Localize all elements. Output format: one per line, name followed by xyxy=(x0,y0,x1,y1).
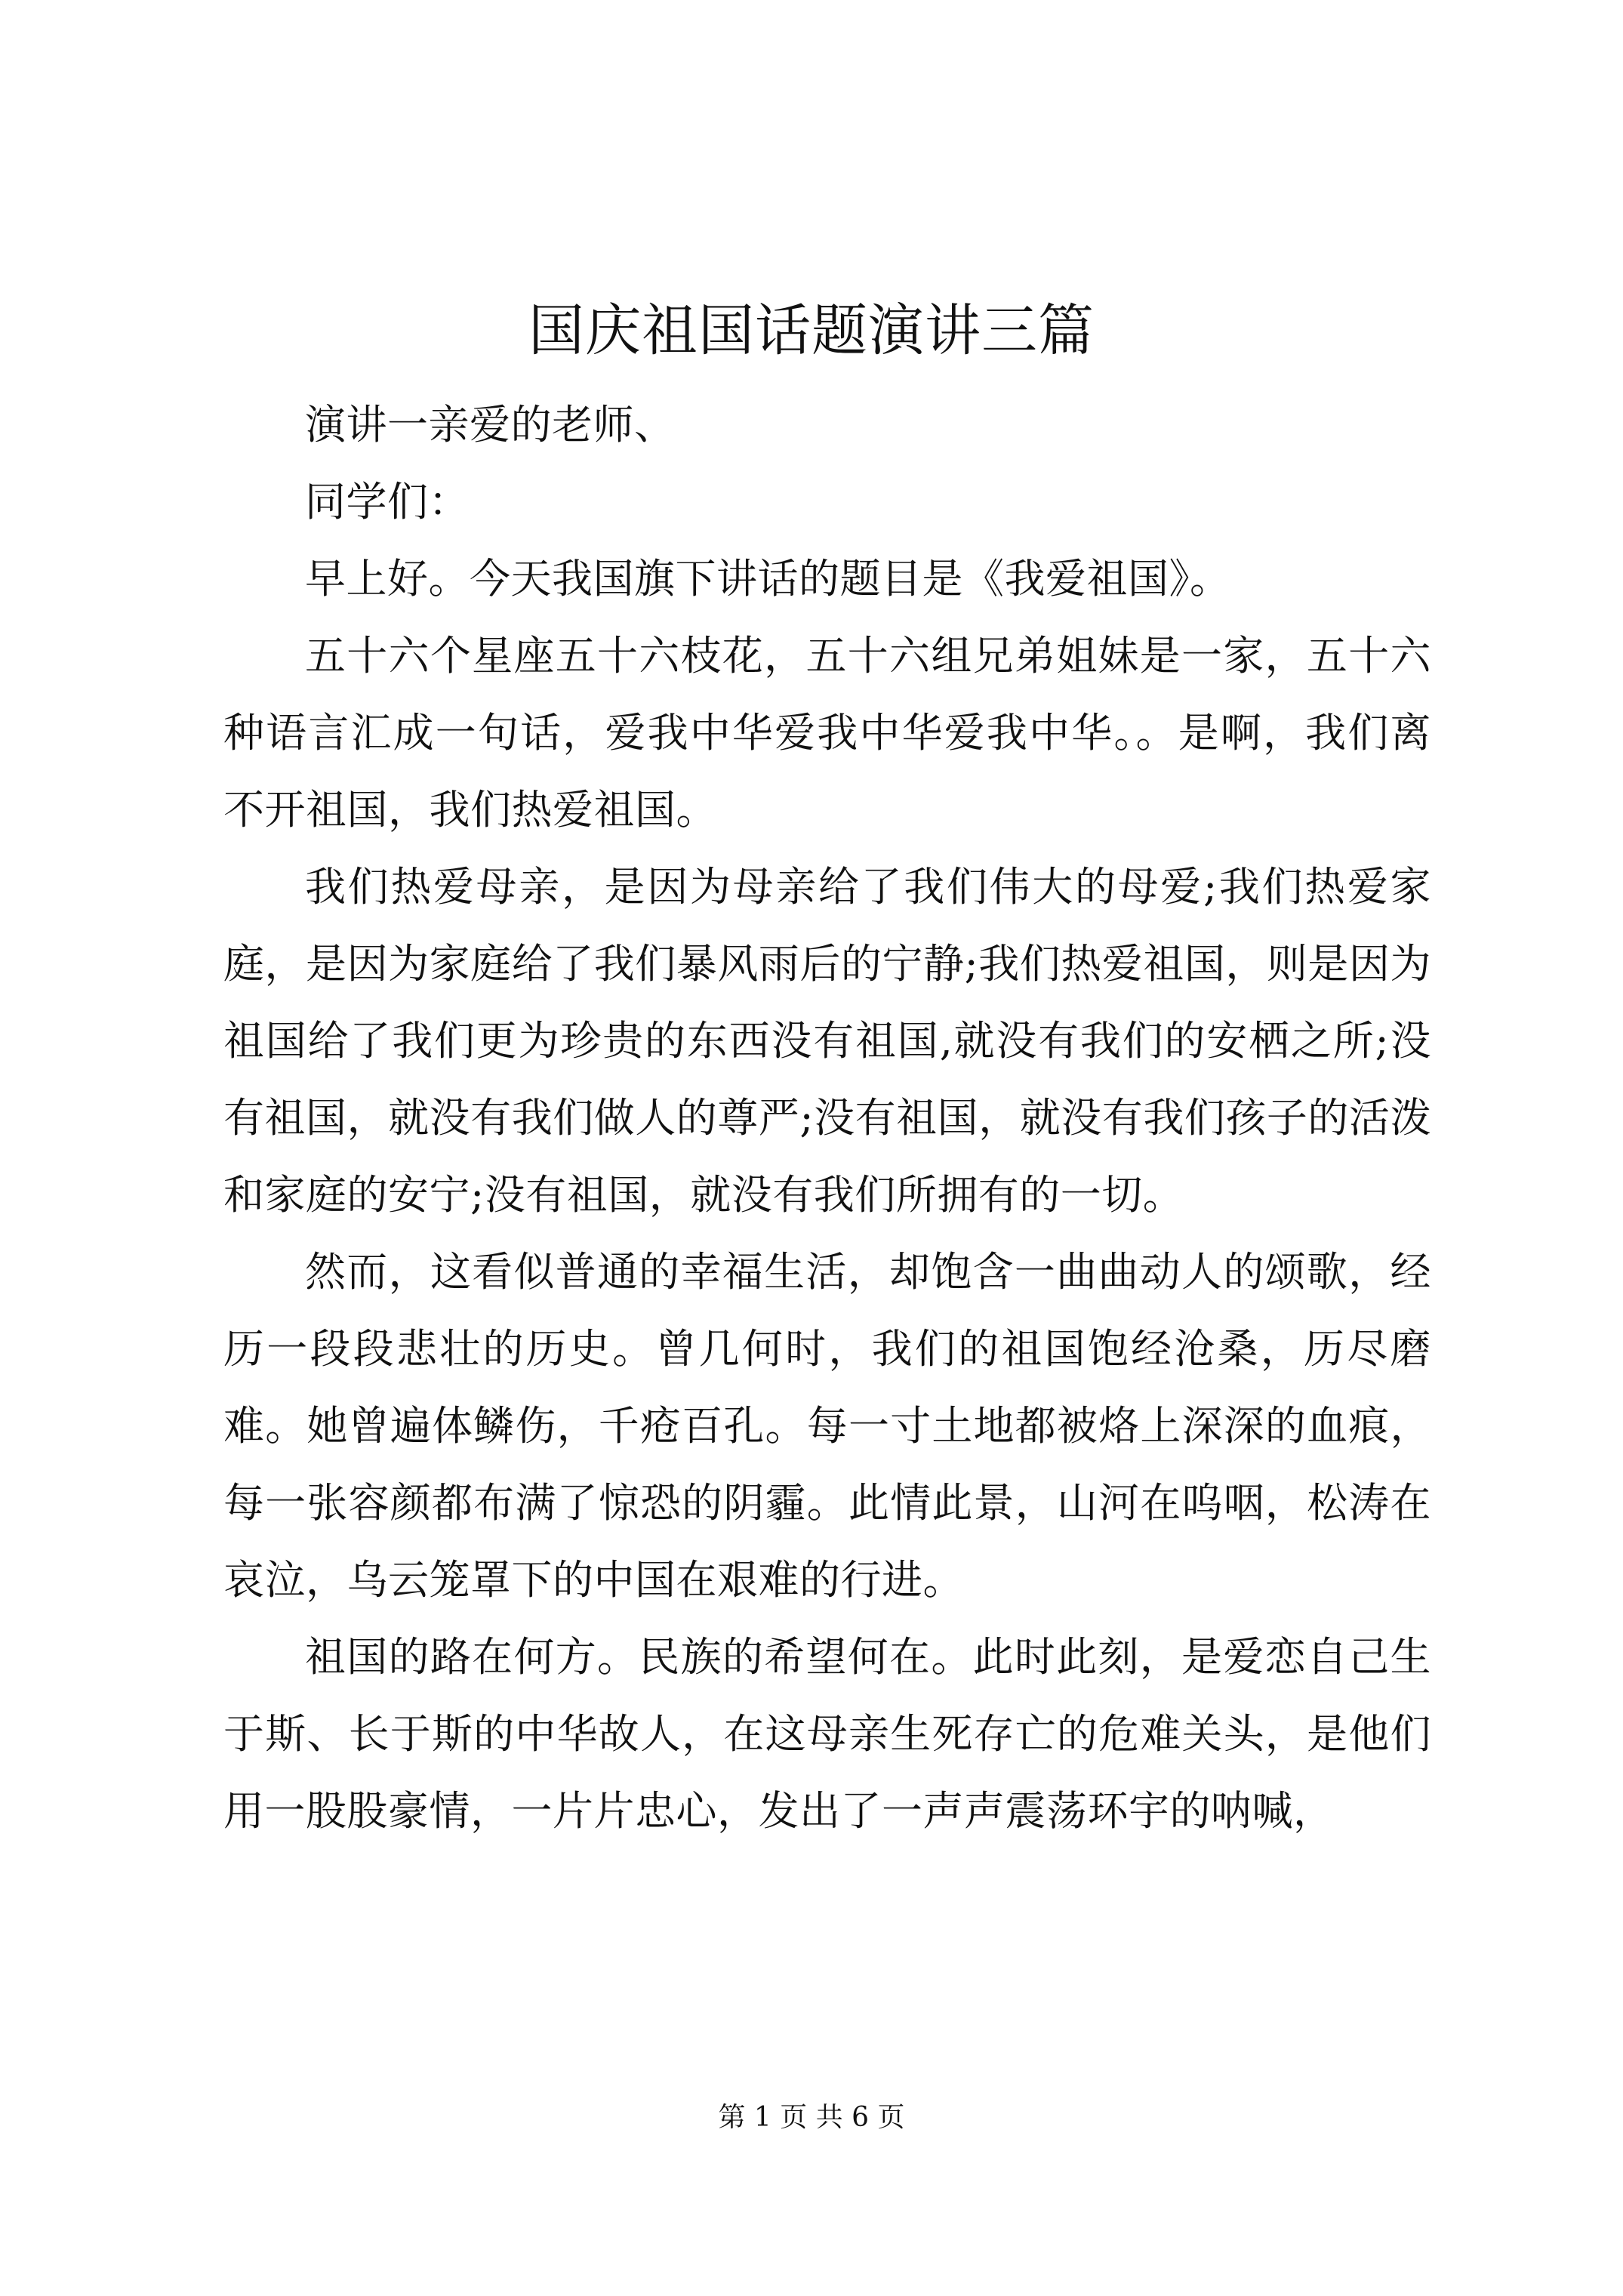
document-body xyxy=(223,387,1431,1850)
paragraph-opening: 早上好。今天我国旗下讲话的题目是《我爱祖国》。 xyxy=(305,555,1231,603)
paragraph-body: 祖国的路在何方。民族的希望何在。此时此刻，是爱恋自己生于斯、长于斯的中华故人，在这母亲生死存亡的危难关头，是他们用一股股豪情，一片片忠心，发出了一声声震荡环宇的呐喊， xyxy=(223,1633,1431,1835)
paragraph-body: 然而，这看似普通的幸福生活，却饱含一曲曲动人的颂歌，经历一段段悲壮的历史。曾几何时，我们的祖国饱经沧桑，历尽磨难。她曾遍体鳞伤，千疮百孔。每一寸土地都被烙上深深的血痕，每一张容颜都布满了惊恐的阴霾。此情此景，山河在呜咽，松涛在哀泣，乌云笼罩下的中国在艰难的行进。 xyxy=(223,1248,1431,1604)
paragraph-body: 五十六个星座五十六枝花，五十六组兄弟姐妹是一家，五十六种语言汇成一句话，爱我中华爱我中华爱我中华。。是啊，我们离不开祖国，我们热爱祖国。 xyxy=(223,632,1431,834)
paragraph-greeting-2: 同学们： xyxy=(305,478,470,525)
page-footer: 第 1 页 共 6 页 xyxy=(718,2102,905,2133)
paragraph-body: 我们热爱母亲，是因为母亲给了我们伟大的母爱;我们热爱家庭，是因为家庭给了我们暴风雨后的宁静;我们热爱祖国，则是因为祖国给了我们更为珍贵的东西没有祖国,就没有我们的安栖之所;没有祖国，就没有我们做人的尊严;没有祖国，就没有我们孩子的活泼和家庭的安宁;没有祖国，就没有我们所拥有的一切。 xyxy=(223,863,1431,1219)
document-title: 国庆祖国话题演讲三篇 xyxy=(528,298,1095,363)
paragraph-greeting-1: 演讲一亲爱的老师、 xyxy=(305,401,676,448)
